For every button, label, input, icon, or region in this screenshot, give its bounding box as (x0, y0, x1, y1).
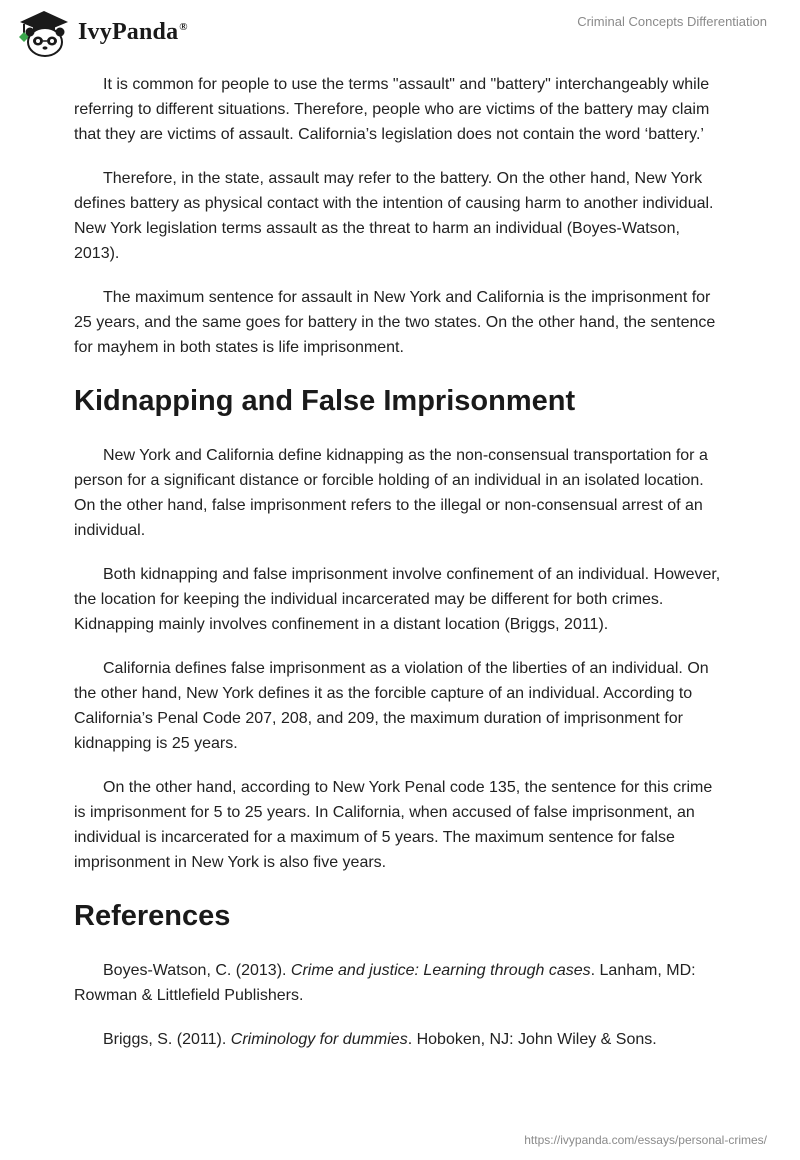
source-url[interactable]: https://ivypanda.com/essays/personal-crimes/ (524, 1133, 767, 1147)
paragraph: It is common for people to use the terms "assault" and "battery" interchangeably while referring to different situations. Therefore, people who are victims of the battery may claim that they are victims of assault. California’s legislation does not contain the word ‘battery.’ (74, 76, 710, 143)
paragraph: On the other hand, according to New York Penal code 135, the sentence for this crime is imprisonment for 5 to 25 years. In California, when accused of false imprisonment, an individual is incarcerated for a maximum of 5 years. The maximum sentence for false imprisonment in New York is also five years. (74, 779, 713, 871)
paragraph: New York and California define kidnapping as the non-consensual transportation for a person for a significant distance or forcible holding of an individual in an isolated location. On the other hand, false imprisonment refers to the illegal or non-consensual arrest of an individual. (74, 447, 708, 539)
section-heading-references: References (74, 900, 231, 932)
ivypanda-logo[interactable] (14, 6, 188, 58)
essay-content (74, 72, 724, 1071)
paragraph: Therefore, in the state, assault may refer to the battery. On the other hand, New York defines battery as physical contact with the intention of causing harm to another individual. New York legislation terms assault as the threat to harm an individual (Boyes-Watson, 2013). (74, 170, 714, 262)
paragraph: The maximum sentence for assault in New York and California is the imprisonment for 25 years, and the same goes for battery in the two states. On the other hand, the sentence for mayhem in both states is life imprisonment. (74, 289, 716, 356)
page-header (0, 0, 800, 70)
panda-graduate-icon (14, 6, 72, 58)
paragraph: California defines false imprisonment as a violation of the liberties of an individual. On the other hand, New York defines it as the forcible capture of an individual. According to California’s Penal Code 207, 208, and 209, the maximum duration of imprisonment for kidnapping is 25 years. (74, 660, 709, 752)
brand-name: IvyPanda® (78, 18, 188, 45)
section-heading-kidnapping: Kidnapping and False Imprisonment (74, 385, 576, 417)
reference-item: Boyes-Watson, C. (2013). Crime and justice: Learning through cases. Lanham, MD: Rowman & Littlefield Publishers. (74, 962, 696, 1004)
document-title: Criminal Concepts Differentiation (577, 14, 767, 29)
reference-item: Briggs, S. (2011). Criminology for dummies. Hoboken, NJ: John Wiley & Sons. (103, 1031, 657, 1048)
paragraph: Both kidnapping and false imprisonment involve confinement of an individual. However, the location for keeping the individual incarcerated may be different for both crimes. Kidnapping mainly involves confinement in a distant location (Briggs, 2011). (74, 566, 721, 633)
